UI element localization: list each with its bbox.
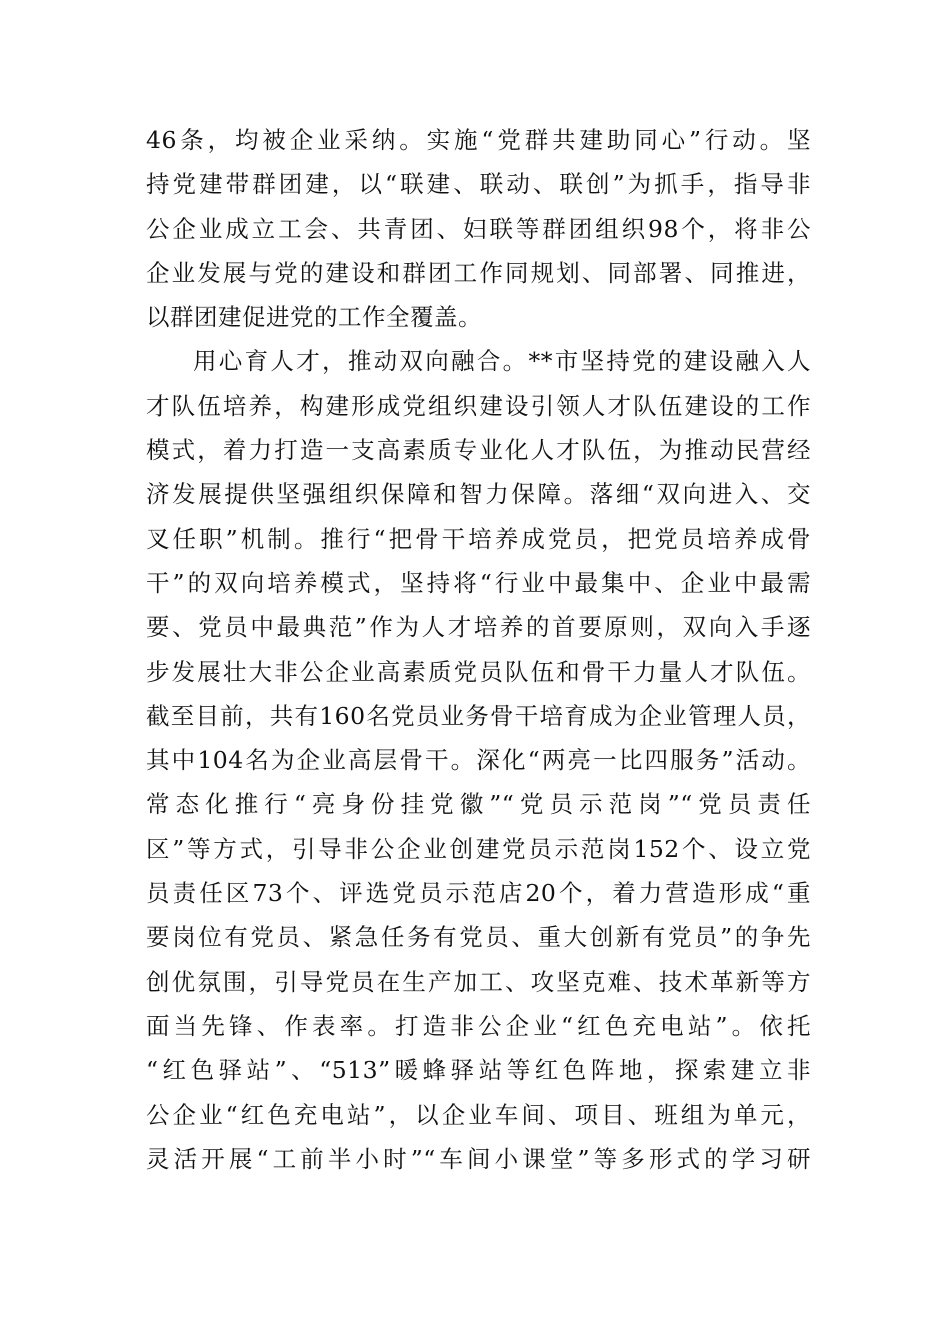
paragraph-line: 干”的双向培养模式，坚持将“行业中最集中、企业中最需 — [146, 568, 811, 597]
paragraph-line: 才队伍培养，构建形成党组织建设引领人才队伍建设的工作 — [146, 391, 811, 420]
paragraph-line: 常态化推行“亮身份挂党徽”“党员示范岗”“党员责任 — [146, 790, 811, 819]
paragraph-line: 要岗位有党员、紧急任务有党员、重大创新有党员”的争先 — [146, 923, 811, 952]
paragraph-line: 员责任区73个、评选党员示范店20个，着力营造形成“重 — [146, 879, 811, 908]
paragraph-line: 截至目前，共有160名党员业务骨干培育成为企业管理人员， — [146, 701, 811, 730]
paragraph-line: 步发展壮大非公企业高素质党员队伍和骨干力量人才队伍。 — [146, 657, 811, 686]
paragraph-line: 持党建带群团建，以“联建、联动、联创”为抓手，指导非 — [146, 170, 811, 199]
paragraph-line: 叉任职”机制。推行“把骨干培养成党员，把党员培养成骨 — [146, 524, 811, 553]
paragraph-line: 模式，着力打造一支高素质专业化人才队伍，为推动民营经 — [146, 436, 811, 465]
paragraph-line: 灵活开展“工前半小时”“车间小课堂”等多形式的学习研 — [146, 1144, 811, 1173]
paragraph-line: 要、党员中最典范”作为人才培养的首要原则，双向入手逐 — [146, 613, 811, 642]
paragraph-line: 以群团建促进党的工作全覆盖。 — [146, 303, 482, 332]
paragraph-line: 公企业“红色充电站”，以企业车间、项目、班组为单元， — [146, 1100, 811, 1129]
paragraph-line: 其中104名为企业高层骨干。深化“两亮一比四服务”活动。 — [146, 746, 811, 775]
paragraph-line: 区”等方式，引导非公企业创建党员示范岗152个、设立党 — [146, 834, 811, 863]
paragraph-line: 面当先锋、作表率。打造非公企业“红色充电站”。依托 — [146, 1011, 811, 1040]
paragraph-line: 用心育人才，推动双向融合。**市坚持党的建设融入人 — [193, 347, 811, 376]
paragraph-line: 创优氛围，引导党员在生产加工、攻坚克难、技术革新等方 — [146, 967, 811, 996]
document-body — [146, 118, 811, 1181]
paragraph-line: 企业发展与党的建设和群团工作同规划、同部署、同推进， — [146, 258, 811, 287]
paragraph-line: 济发展提供坚强组织保障和智力保障。落细“双向进入、交 — [146, 480, 811, 509]
paragraph-line: 公企业成立工会、共青团、妇联等群团组织98个，将非公 — [146, 214, 811, 243]
paragraph-line: 46条，均被企业采纳。实施“党群共建助同心”行动。坚 — [146, 126, 811, 154]
paragraph-line: “红色驿站”、“513”暖蜂驿站等红色阵地，探索建立非 — [146, 1056, 811, 1085]
